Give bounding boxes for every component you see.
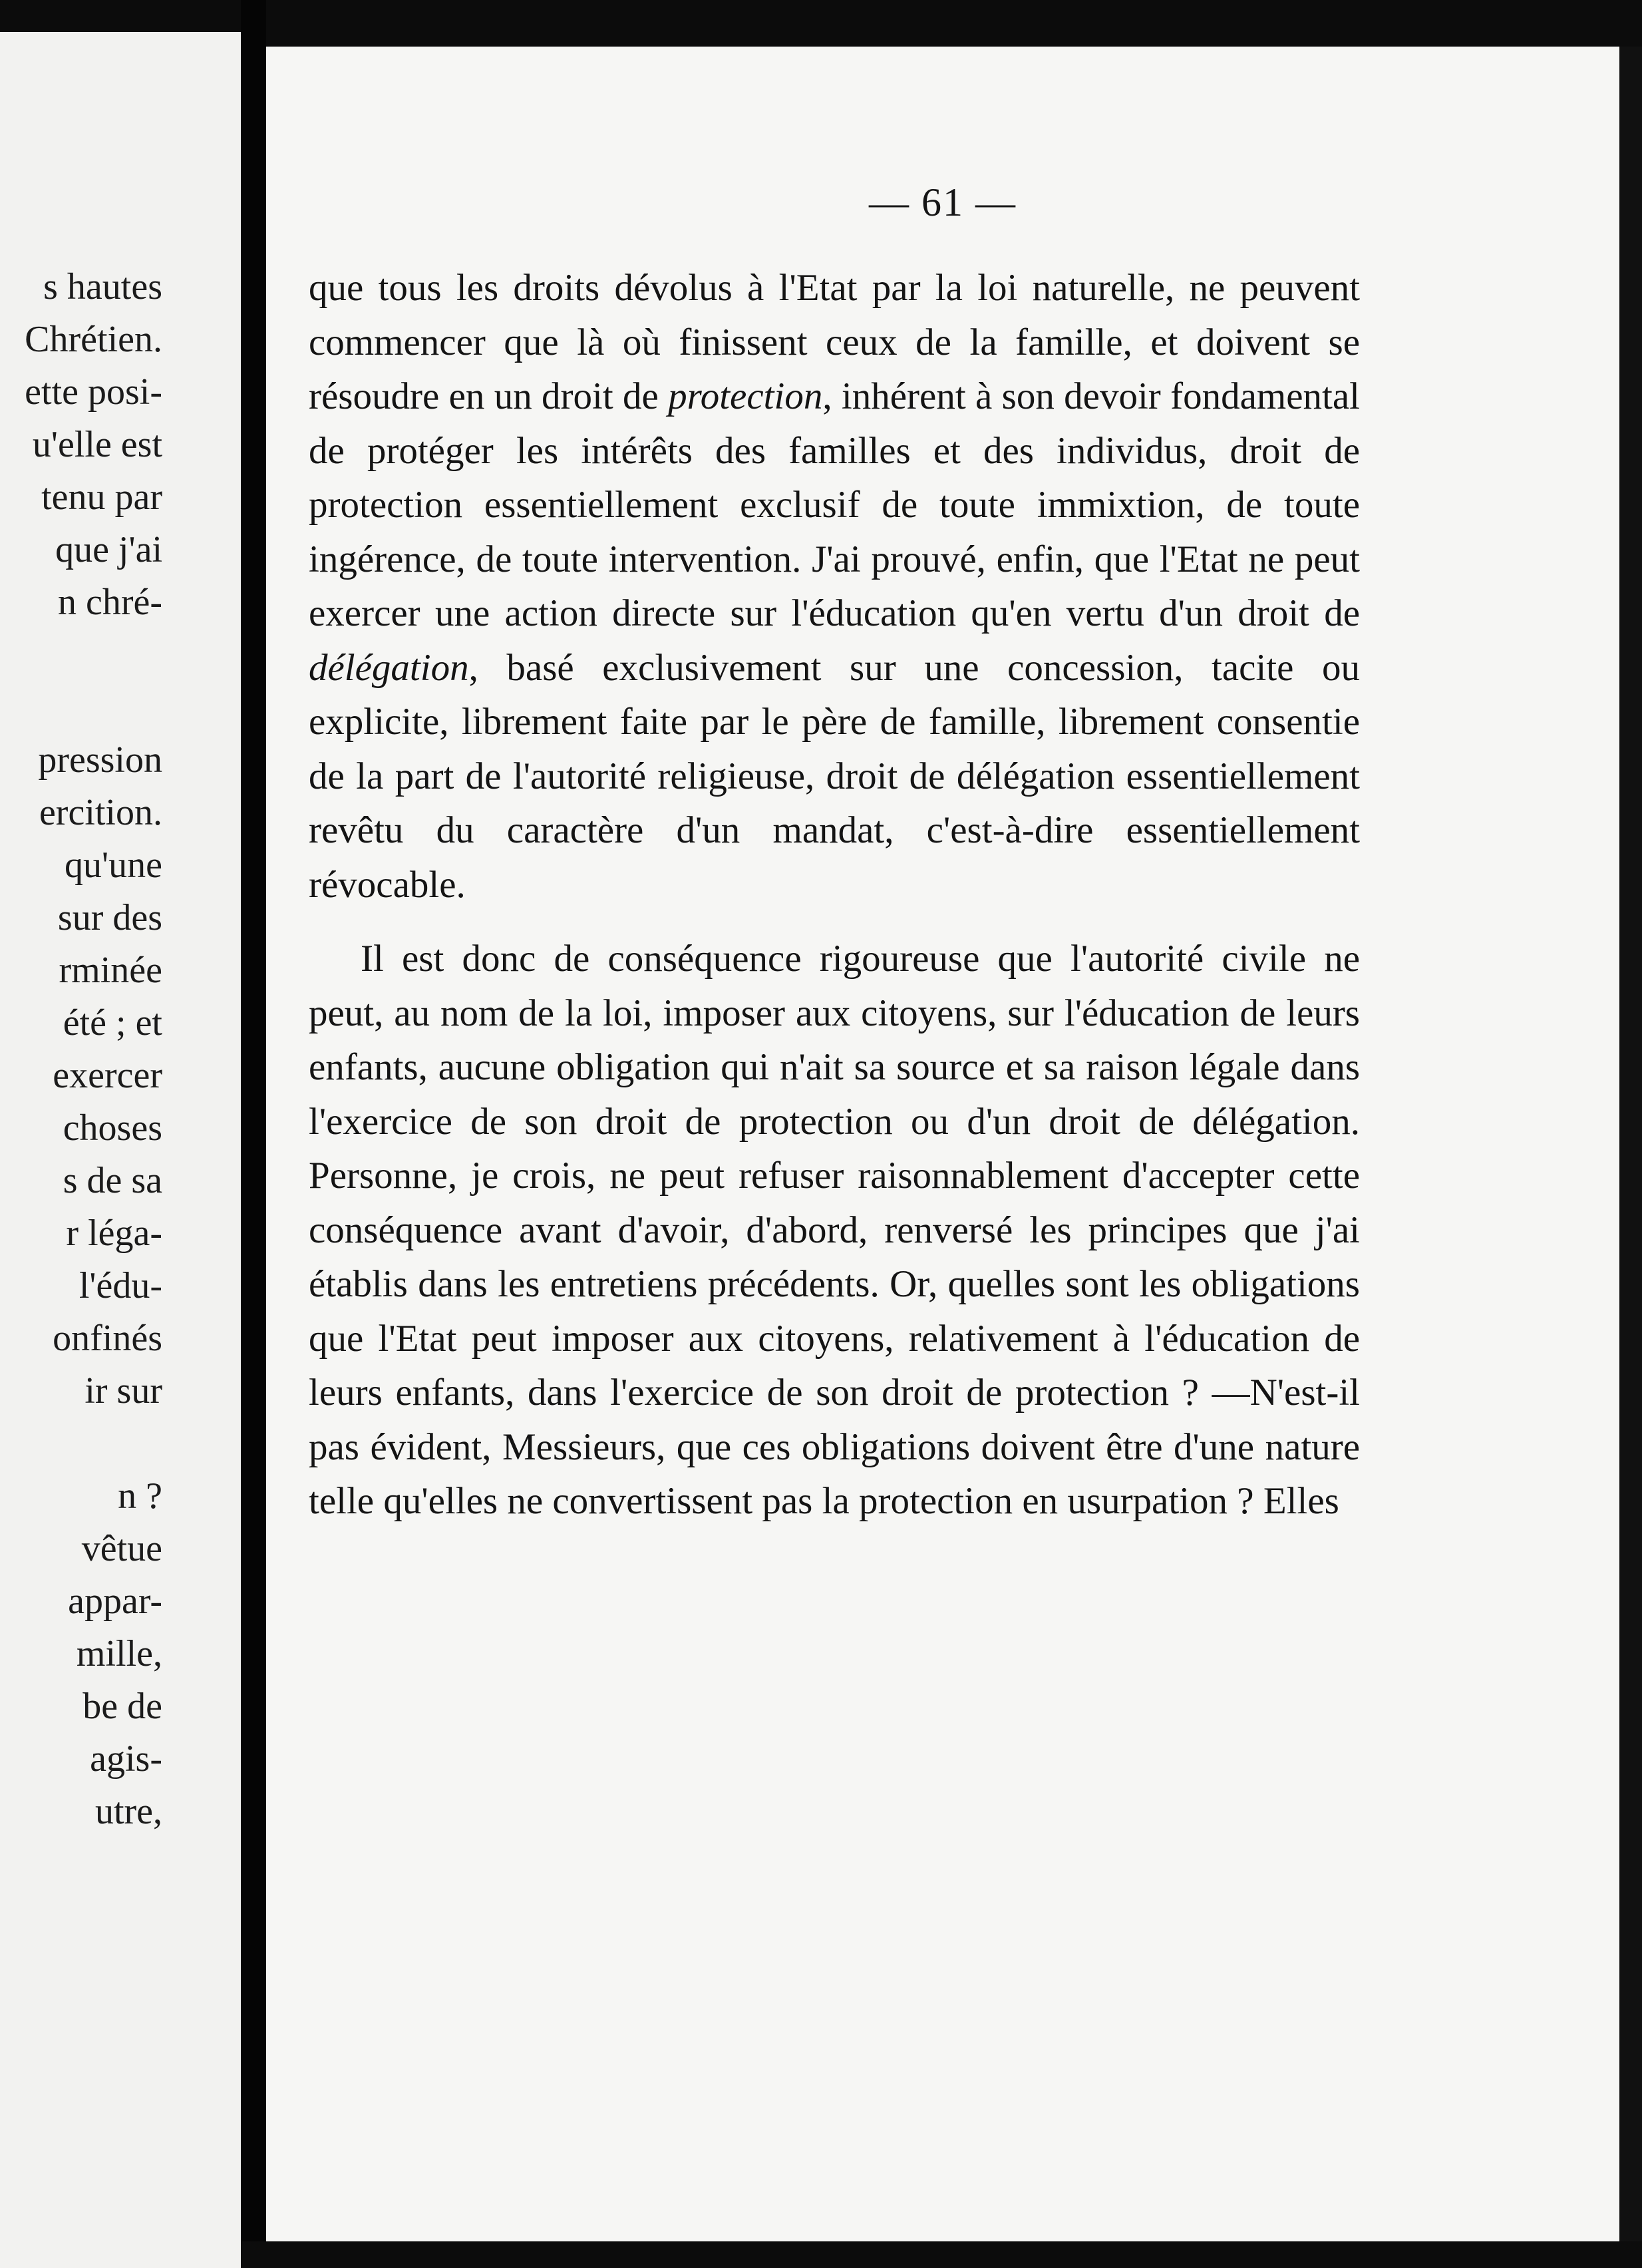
right-page	[266, 47, 1619, 2241]
fragment-line: n chré-	[57, 582, 162, 623]
fragment-line	[25, 629, 162, 681]
paragraph-1	[309, 261, 1360, 912]
fragment-line: exercer	[53, 1055, 162, 1096]
fragment-line: tenu par	[41, 476, 162, 518]
left-page-fragments	[25, 261, 162, 1838]
paragraph-1-part-b: , inhérent à son devoir fondamental de protéger les intérêts des familles et des individus, droit de protection essentiellement exclusif de toute immixtion, de toute ingérence, de toute intervention. J'ai prouvé, enfin, que l'Etat ne peut exercer une action directe sur l'éducation qu'en vertu d'un droit de	[309, 375, 1360, 634]
fragment-line: ir sur	[84, 1370, 162, 1412]
fragment-line	[25, 1418, 162, 1470]
fragment-line: u'elle est	[32, 424, 162, 465]
fragment-line	[25, 681, 162, 734]
fragment-line: Chrétien.	[25, 319, 162, 360]
fragment-line: n ?	[118, 1475, 162, 1517]
fragment-line: rminée	[59, 950, 162, 991]
emphasis-protection: protection	[668, 375, 823, 417]
fragment-line: be de	[82, 1686, 162, 1727]
fragment-line: s de sa	[63, 1160, 162, 1201]
fragment-line: sur des	[57, 897, 162, 938]
fragment-line: que j'ai	[55, 529, 162, 570]
fragment-line: s hautes	[43, 266, 162, 307]
fragment-line: été ; et	[63, 1002, 162, 1043]
paragraph-2: Il est donc de conséquence rigoureuse que l'autorité civile ne peut, au nom de la loi, imposer aux citoyens, sur l'éducation de leurs enfants, aucune obligation qui n'ait sa source et sa raison légale dans l'exercice de son droit de protection ou d'un droit de délégation. Personne, je crois, ne peut refuser raisonnablement d'accepter cette conséquence avant d'avoir, d'abord, renversé les principes que j'ai établis dans les entretiens précédents. Or, quelles sont les obligations que l'Etat peut imposer aux citoyens, relativement à l'éducation de leurs enfants, dans l'exercice de son droit de protection ? —N'est-il pas évident, Messieurs, que ces obligations doivent être d'une nature telle qu'elles ne convertissent pas la protection en usurpation ? Elles	[309, 938, 1360, 1522]
left-facing-page	[0, 32, 241, 2268]
fragment-line: choses	[63, 1107, 162, 1149]
fragment-line: ercition.	[39, 792, 162, 833]
paragraph-1-part-c: , basé exclusivement sur une concession, tacite ou explicite, librement faite par le père de famille, librement consentie de la part de l'autorité religieuse, droit de délégation essentiellement revêtu du caractère d'un mandat, c'est-à-dire essentiellement révocable.	[309, 646, 1360, 906]
paragraph-1-part-a: que tous les droits dévolus à l'Etat par la loi naturelle, ne peuvent commencer que là où finissent ceux de la famille, et doivent se résoudre en un droit de	[309, 267, 1360, 417]
fragment-line: agis-	[90, 1738, 162, 1780]
page-edge-shadow	[1619, 47, 1642, 2241]
page-number: — 61 —	[869, 180, 1017, 224]
fragment-line: r léga-	[66, 1213, 162, 1254]
fragment-line: ette posi-	[25, 371, 162, 413]
fragment-line: appar-	[68, 1581, 162, 1622]
fragment-line: vêtue	[81, 1528, 162, 1569]
fragment-line: onfinés	[53, 1318, 162, 1359]
fragment-line: qu'une	[65, 845, 162, 886]
body-text	[309, 261, 1360, 1529]
fragment-line: pression	[38, 739, 162, 781]
fragment-line: mille,	[76, 1633, 162, 1674]
fragment-line: l'édu-	[79, 1265, 162, 1306]
book-gutter	[241, 0, 266, 2241]
emphasis-delegation: délégation	[309, 646, 469, 689]
fragment-line: utre,	[94, 1791, 162, 1832]
